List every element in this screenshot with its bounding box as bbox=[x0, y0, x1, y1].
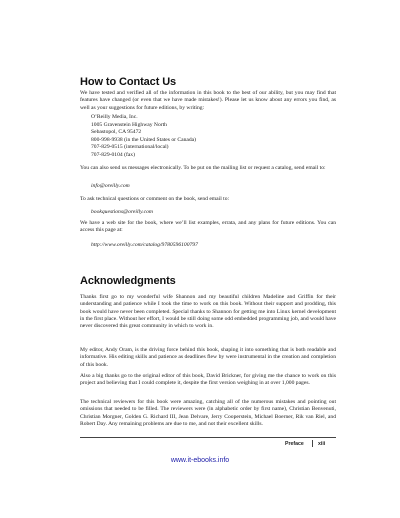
questions-email[interactable]: bookquestions@oreilly.com bbox=[91, 209, 153, 215]
ack-paragraph: My editor, Andy Oram, is the driving force behind this book, shaping it into something that is both readable and informative. His editing skills and patience as deadlines flew by were instrumental in the creation and completion of this book. bbox=[80, 347, 336, 368]
page-number: xiii bbox=[318, 441, 326, 447]
info-email[interactable]: info@oreilly.com bbox=[91, 183, 130, 189]
contact-intro-paragraph: We have tested and verified all of the information in this book to the best of our ability, but you may find that features have changed (or even that we have made mistakes!). Please let us know about any errors you find, as well as your suggestions for future editions, by writing: bbox=[80, 90, 336, 111]
mailing-address bbox=[91, 114, 331, 160]
address-line: 800-998-9938 (in the United States or Canada) bbox=[91, 136, 197, 143]
watermark-link[interactable]: www.it-ebooks.info bbox=[170, 457, 230, 464]
footer-rule bbox=[80, 437, 336, 438]
ack-paragraph: The technical reviewers for this book were amazing, catching all of the numerous mistakes and pointing out omissions that needed to be filled. The reviewers were (in alphabetic order by first name), Christian Benvenuti, Christian Morgner, Golden G. Richard III, Jean Delvare, Jerry Cooperstein, Michael Boerner, Rik van Riel, and Robert Day. Any remaining problems are due to me, and not their excellent skills. bbox=[80, 399, 336, 427]
address-line: Sebastopol, CA 95472 bbox=[91, 129, 142, 136]
questions-intro-paragraph: To ask technical questions or comment on the book, send email to: bbox=[80, 196, 230, 202]
address-line: 1005 Gravenstein Highway North bbox=[91, 121, 167, 128]
ack-paragraph: Also a big thanks go to the original editor of this book, David Brickner, for giving me the chance to work on this project and believing that I could complete it, despite the first version weighing in at over 1,000 pages. bbox=[80, 373, 336, 387]
footer-separator bbox=[312, 440, 313, 447]
address-line: 707-829-0515 (international/local) bbox=[91, 144, 169, 151]
website-intro-paragraph: We have a web site for the book, where we’ll list examples, errata, and any plans for future editions. You can access this page at: bbox=[80, 220, 336, 234]
email-intro-paragraph: You can also send us messages electronically. To be put on the mailing list or request a catalog, send email to: bbox=[80, 165, 326, 171]
website-url[interactable]: http://www.oreilly.com/catalog/9780596100797 bbox=[91, 242, 198, 248]
ack-paragraph: Thanks first go to my wonderful wife Shannon and my beautiful children Madeline and Griffin for their understanding and patience while I took the time to work on this book. Without their support and prodding, this book would have never been completed. Special thanks to Shannon for getting me into Linux kernel development in the first place. Without her effort, I would be still doing some odd embedded programming job, and would have never discovered this great community in which to work in. bbox=[80, 294, 336, 330]
footer-section-name: Preface bbox=[285, 441, 304, 447]
address-line: O’Reilly Media, Inc. bbox=[91, 114, 138, 120]
heading-acknowledgments: Acknowledgments bbox=[80, 275, 176, 287]
address-line: 707-829-0104 (fax) bbox=[91, 151, 135, 158]
heading-how-to-contact-us: How to Contact Us bbox=[80, 76, 177, 88]
